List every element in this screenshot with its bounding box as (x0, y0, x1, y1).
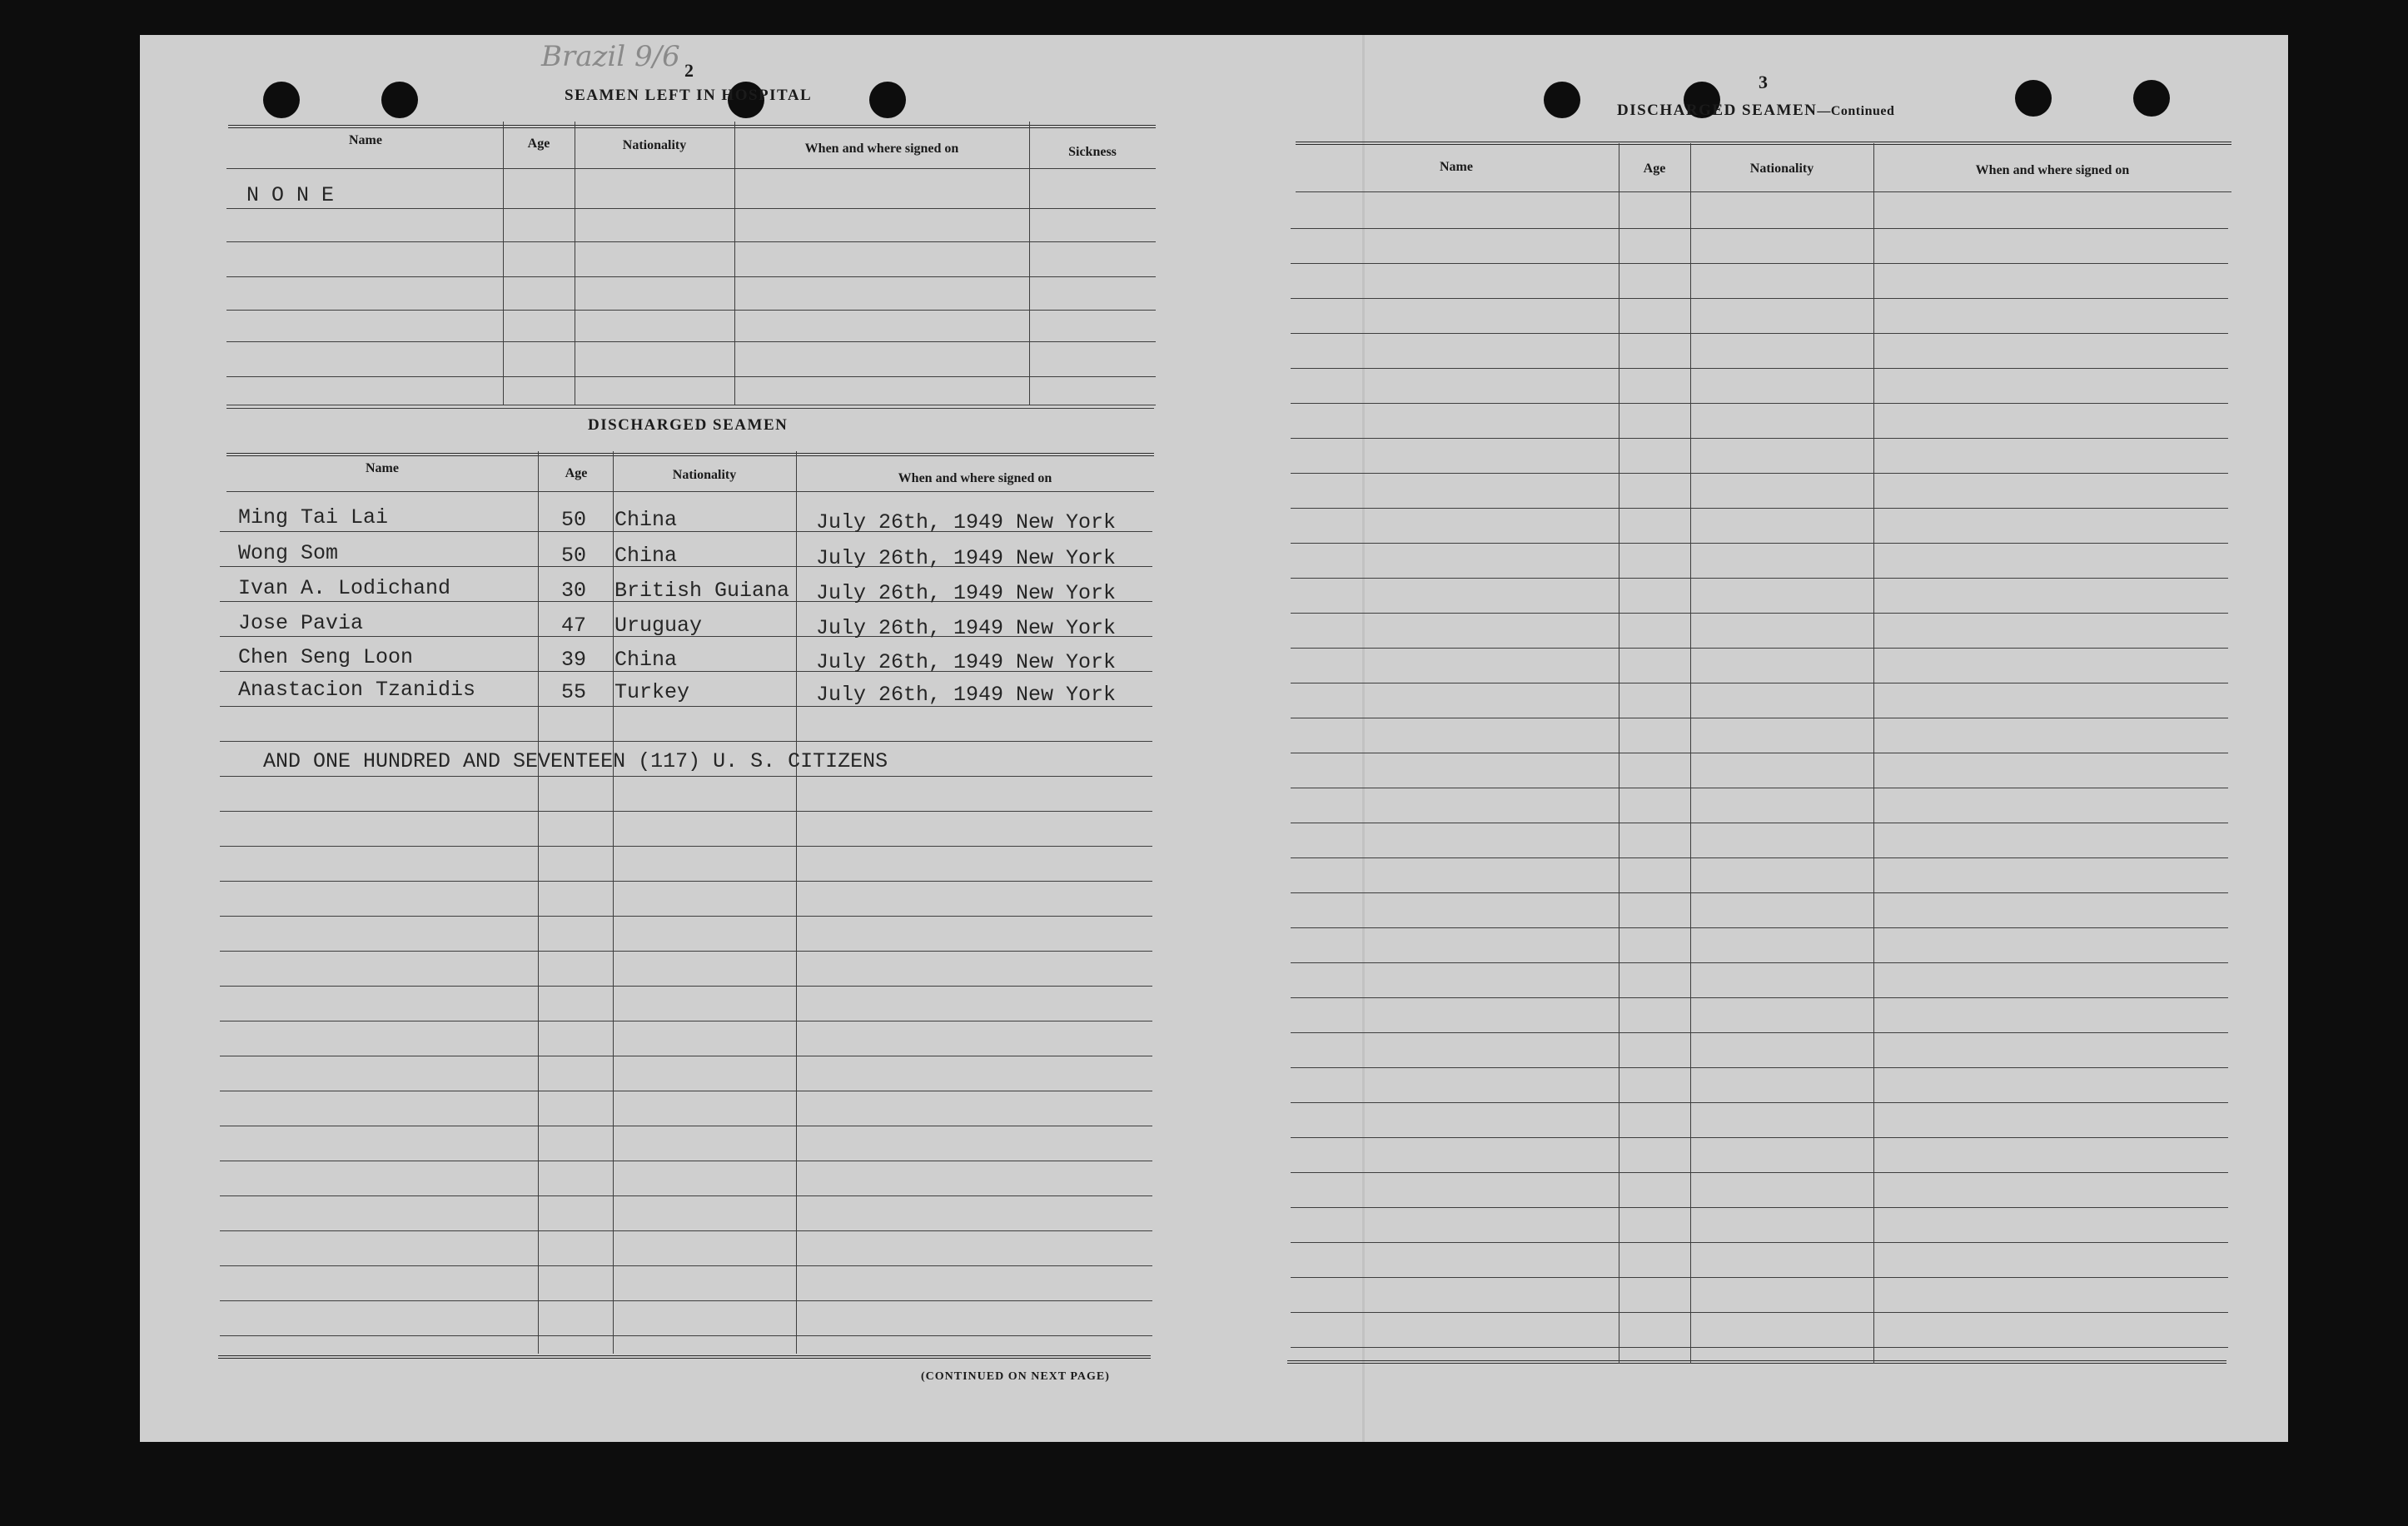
cell-signed-on: July 26th, 1949 New York (816, 616, 1117, 640)
table-rule (1291, 927, 2228, 928)
table-rule (226, 376, 1156, 377)
col-header-nationality: Nationality (672, 468, 737, 482)
col-header-name: Name (1440, 160, 1473, 174)
table-rule (226, 276, 1156, 277)
cell-age: 47 (561, 614, 587, 638)
cell-name: Wong Som (238, 541, 339, 565)
right-page-title-main: DISCHARGED SEAMEN (1617, 102, 1818, 119)
table-rule (1291, 1277, 2228, 1278)
table-rule (220, 1230, 1152, 1231)
cell-nationality: Turkey (614, 680, 690, 704)
table-rule (220, 846, 1152, 847)
col-header-nationality: Nationality (622, 138, 687, 152)
col-header-age: Age (565, 466, 588, 480)
citizens-note: AND ONE HUNDRED AND SEVENTEEN (117) U. S. CITIZENS (263, 749, 888, 773)
punch-hole (263, 82, 300, 118)
col-header-name: Name (366, 461, 399, 475)
table-rule (1291, 1067, 2228, 1068)
table-top-rule (226, 453, 1154, 456)
right-page-title-suffix: —Continued (1817, 104, 1895, 118)
column-divider (613, 451, 614, 1354)
hospital-section-title: SEAMEN LEFT IN HOSPITAL (565, 87, 813, 104)
table-rule (220, 881, 1152, 882)
cell-age: 39 (561, 648, 587, 672)
page-number-right: 3 (1759, 72, 1768, 92)
table-rule (1291, 962, 2228, 963)
column-divider (1690, 143, 1691, 1364)
cell-age: 50 (561, 544, 587, 568)
cell-nationality: Uruguay (614, 614, 703, 638)
table-rule (226, 241, 1156, 242)
discharged-section-title: DISCHARGED SEAMEN (588, 416, 789, 434)
table-rule (1291, 473, 2228, 474)
table-bottom-rule (1287, 1360, 2226, 1364)
table-rule (1291, 892, 2228, 893)
table-rule (1291, 228, 2228, 229)
table-rule (1291, 1032, 2228, 1033)
col-header-signed-on: When and where signed on (804, 142, 959, 156)
table-rule (220, 741, 1152, 742)
table-rule (220, 811, 1152, 812)
cell-signed-on: July 26th, 1949 New York (816, 546, 1117, 570)
cell-nationality: China (614, 648, 678, 672)
cell-nationality: China (614, 544, 678, 568)
table-rule (1291, 1347, 2228, 1348)
col-header-sickness: Sickness (1068, 145, 1117, 159)
cell-name: Ming Tai Lai (238, 505, 389, 529)
table-rule (1291, 613, 2228, 614)
table-rule (1291, 263, 2228, 264)
page-fold (1362, 35, 1365, 1442)
punch-hole (381, 82, 418, 118)
table-rule (220, 1300, 1152, 1301)
cell-name: Ivan A. Lodichand (238, 576, 451, 600)
col-header-age: Age (527, 137, 550, 151)
cell-signed-on: July 26th, 1949 New York (816, 581, 1117, 605)
column-divider (1873, 143, 1874, 1364)
table-rule (1291, 1102, 2228, 1103)
table-top-rule (1296, 142, 2231, 145)
table-rule (1291, 1242, 2228, 1243)
col-header-signed-on: When and where signed on (1975, 163, 2130, 177)
table-rule (1291, 438, 2228, 439)
table-rule (1291, 508, 2228, 509)
table-rule (1291, 543, 2228, 544)
cell-nationality: British Guiana (614, 579, 790, 603)
col-header-nationality: Nationality (1749, 162, 1814, 176)
table-rule (1291, 1137, 2228, 1138)
document-page (140, 35, 2288, 1442)
cell-signed-on: July 26th, 1949 New York (816, 510, 1117, 534)
punch-hole (2133, 80, 2170, 117)
continued-footer: (CONTINUED ON NEXT PAGE) (921, 1370, 1110, 1383)
col-header-signed-on: When and where signed on (898, 471, 1052, 485)
table-top-rule (228, 125, 1156, 128)
table-rule (1291, 648, 2228, 649)
table-rule (1291, 333, 2228, 334)
table-rule (226, 310, 1156, 311)
cell-age: 55 (561, 680, 587, 704)
table-rule (226, 208, 1156, 209)
table-rule (1291, 578, 2228, 579)
table-rule (1291, 368, 2228, 369)
page-number-left: 2 (684, 60, 694, 81)
table-rule (1291, 1207, 2228, 1208)
cell-nationality: China (614, 508, 678, 532)
cell-signed-on: July 26th, 1949 New York (816, 650, 1117, 674)
table-bottom-rule (226, 408, 1154, 409)
table-rule (1291, 857, 2228, 858)
column-divider (734, 122, 735, 405)
header-rule (226, 491, 1154, 492)
column-divider (538, 451, 539, 1354)
table-bottom-rule (218, 1355, 1151, 1359)
cell-name: Jose Pavia (238, 611, 364, 635)
punch-hole (869, 82, 906, 118)
table-rule (1291, 997, 2228, 998)
right-page-title (1617, 102, 1894, 120)
table-rule (1291, 298, 2228, 299)
cell-name: Chen Seng Loon (238, 645, 414, 669)
cell-age: 30 (561, 579, 587, 603)
table-rule (220, 1335, 1152, 1336)
table-rule (1291, 403, 2228, 404)
table-rule (220, 986, 1152, 987)
table-rule (220, 951, 1152, 952)
column-divider (503, 122, 504, 405)
punch-hole (1544, 82, 1580, 118)
cell-age: 50 (561, 508, 587, 532)
table-rule (220, 776, 1152, 777)
table-rule (220, 1265, 1152, 1266)
table-rule (220, 916, 1152, 917)
column-divider (796, 451, 797, 1354)
hospital-entry: N O N E (246, 183, 335, 207)
handwritten-annotation: Brazil 9/6 (541, 40, 680, 73)
table-rule (226, 168, 1156, 169)
table-rule (1291, 1172, 2228, 1173)
table-rule (220, 1195, 1152, 1196)
col-header-age: Age (1643, 162, 1666, 176)
table-rule (226, 341, 1156, 342)
col-header-name: Name (349, 133, 382, 147)
cell-name: Anastacion Tzanidis (238, 678, 476, 702)
table-rule (1291, 1312, 2228, 1313)
header-rule (1296, 191, 2231, 192)
cell-signed-on: July 26th, 1949 New York (816, 683, 1117, 707)
punch-hole (2015, 80, 2052, 117)
column-divider (1029, 122, 1030, 405)
